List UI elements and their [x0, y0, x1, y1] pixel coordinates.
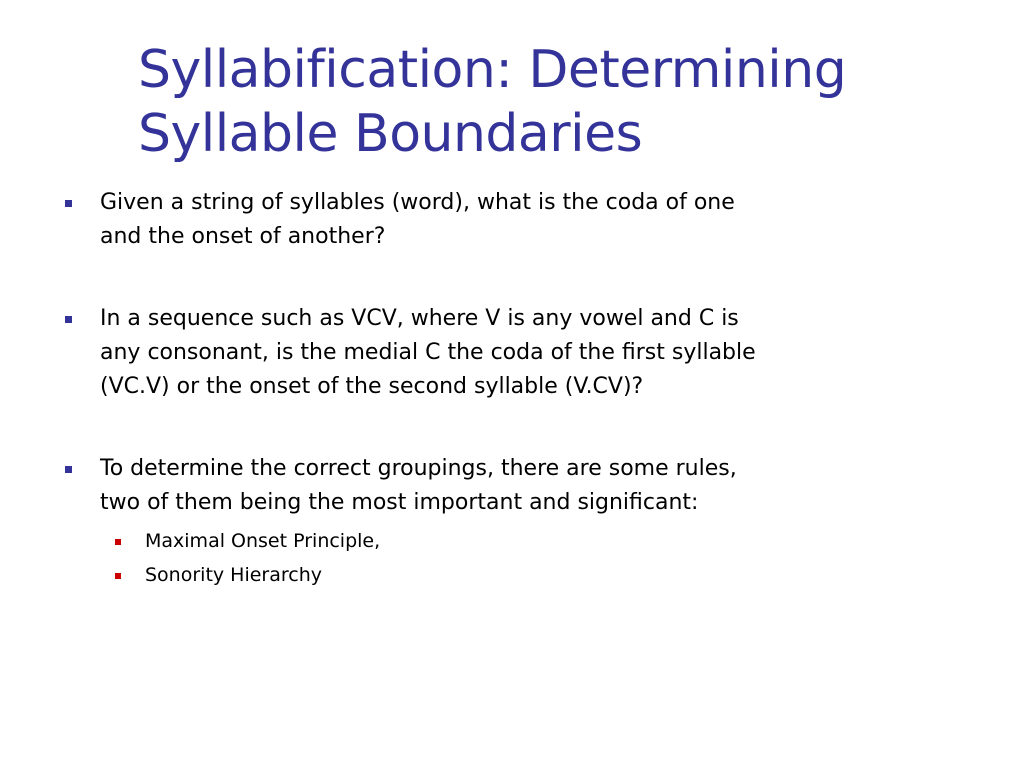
sub-bullet-text: Sonority Hierarchy: [145, 564, 323, 586]
slide-title-line-1: Syllabification: Determining: [138, 40, 847, 100]
bullet-line: two of them being the most important and significant:: [100, 490, 699, 515]
slide-title: [138, 38, 998, 166]
bullet-item: [0, 186, 860, 254]
bullet-text: [100, 452, 860, 520]
sub-bullet-item: [100, 558, 860, 592]
bullet-item: [0, 302, 860, 404]
bullet-line: any consonant, is the medial C the coda of the first syllable: [100, 340, 756, 365]
sub-bullet-list: [100, 524, 860, 592]
red-square-bullet-icon: [115, 539, 121, 545]
bullet-line: In a sequence such as VCV, where V is any vowel and C is: [100, 306, 739, 331]
slide-title-line-2: Syllable Boundaries: [138, 104, 643, 164]
bullet-item: [0, 452, 860, 592]
red-square-bullet-icon: [115, 573, 121, 579]
sub-bullet-text: Maximal Onset Principle,: [145, 530, 381, 552]
bullet-line: To determine the correct groupings, there are some rules,: [100, 456, 737, 481]
bullet-text: [100, 302, 860, 404]
bullet-line: and the onset of another?: [100, 224, 386, 249]
blue-square-bullet-icon: [65, 200, 72, 207]
bullet-line: (VC.V) or the onset of the second syllable (V.CV)?: [100, 374, 644, 399]
bullet-text: [100, 186, 860, 254]
blue-square-bullet-icon: [65, 466, 72, 473]
bullet-list: [0, 186, 1024, 592]
sub-bullet-item: [100, 524, 860, 558]
bullet-line: Given a string of syllables (word), what is the coda of one: [100, 190, 735, 215]
blue-square-bullet-icon: [65, 316, 72, 323]
